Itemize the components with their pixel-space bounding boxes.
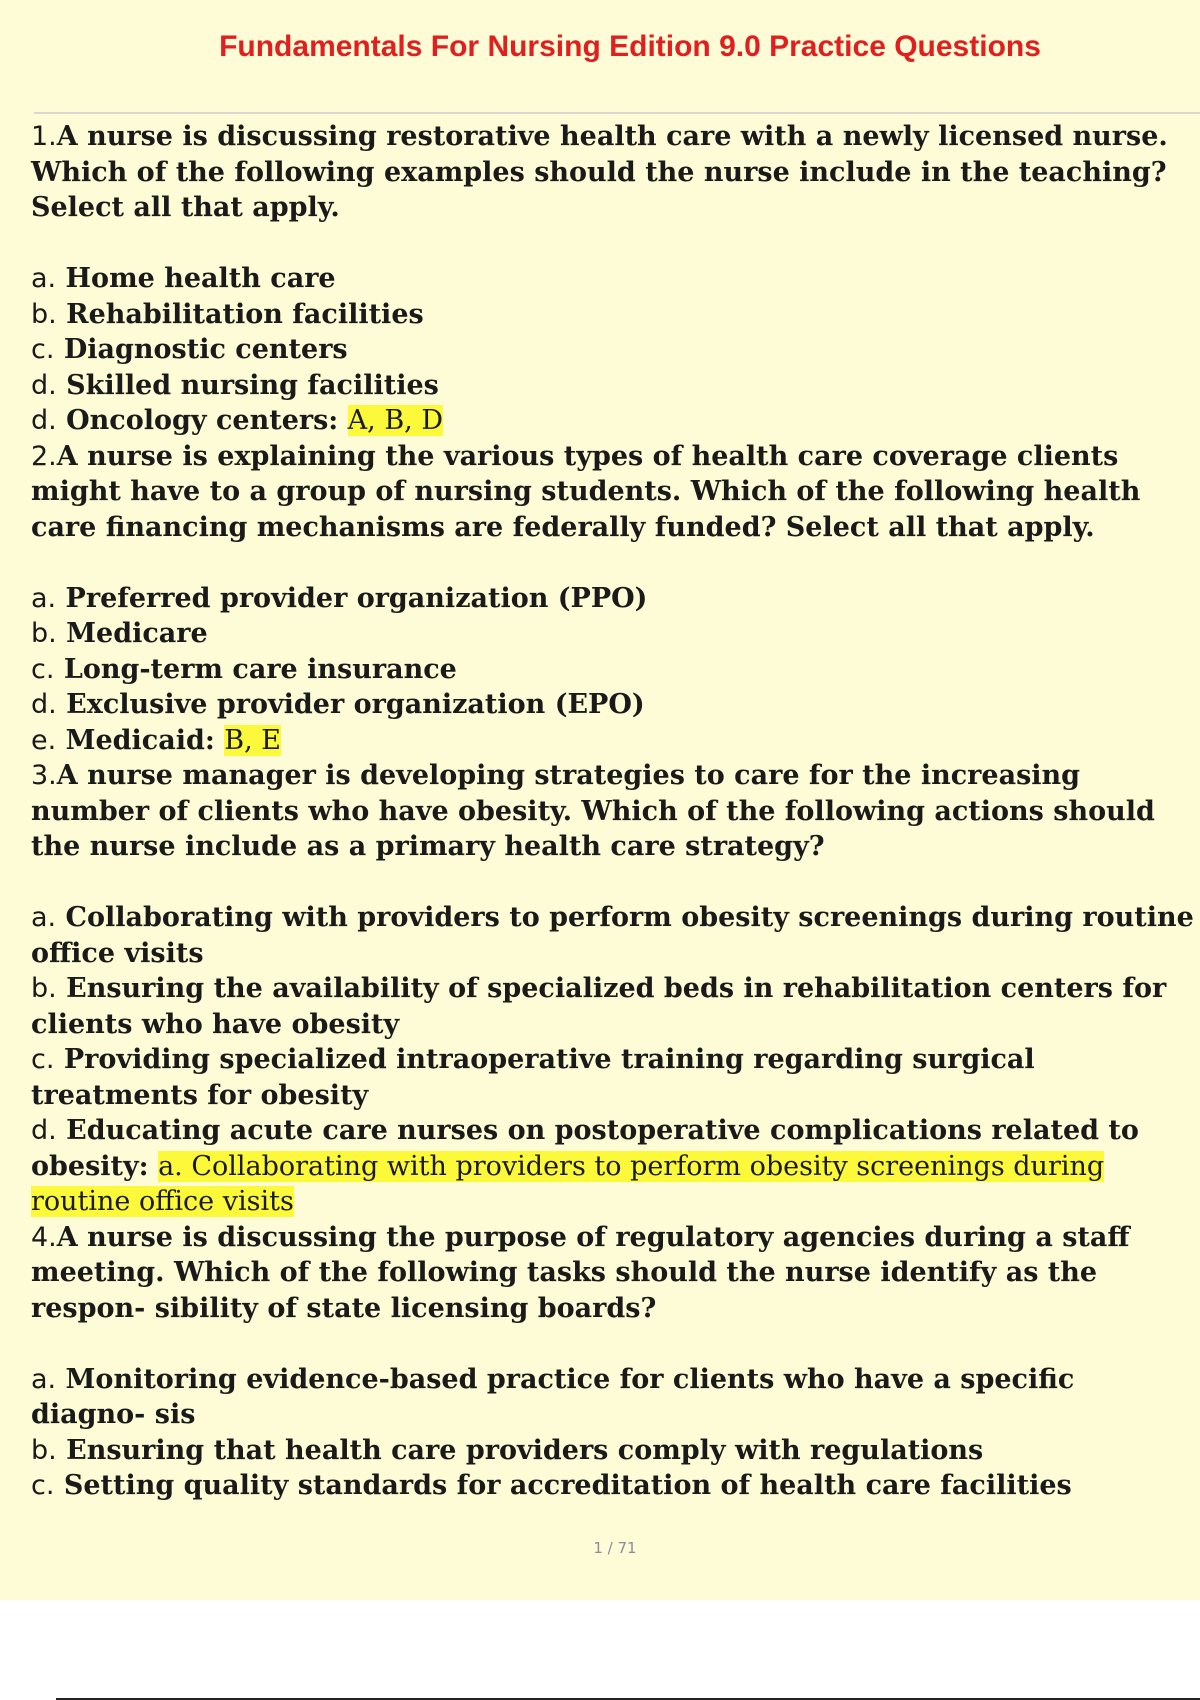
question-number: 3. — [31, 760, 57, 791]
option: a. Monitoring evidence-based practice for clients who have a specific diagno- sis — [31, 1363, 1075, 1430]
question-number: 4. — [31, 1221, 57, 1253]
option: e. Medicaid: B, E — [31, 724, 281, 756]
option: a. Collaborating with providers to perform obesity screenings during routine office visits — [31, 902, 1194, 969]
answer-highlight: a. Collaborating with providers to perform obesity screenings during routine office visits — [31, 1150, 1105, 1217]
question-1 — [31, 119, 1196, 226]
question-4 — [31, 1220, 1196, 1327]
option: b. Ensuring the availability of specialized beds in rehabilitation centers for clients who have obesity — [31, 973, 1167, 1040]
question-text: A nurse is discussing the purpose of regulatory agencies during a staff meeting. Which of the following tasks should the nurse identify as the respon- sibility of state licensing boards? — [31, 1221, 1130, 1324]
option: c. Diagnostic centers — [31, 334, 348, 365]
page-indicator: 1 / 71 — [593, 1539, 637, 1557]
option: d. Oncology centers: A, B, D — [31, 405, 443, 436]
option: b. Medicare — [31, 618, 208, 649]
answer-highlight: B, E — [224, 724, 281, 756]
option: c. Setting quality standards for accreditation of health care facilities — [31, 1470, 1072, 1501]
option: a. Preferred provider organization (PPO) — [31, 582, 648, 614]
question-number: 2. — [31, 440, 57, 472]
option: a. Home health care — [31, 263, 336, 294]
option: b. Ensuring that health care providers comply with regulations — [31, 1434, 984, 1466]
option: b. Rehabilitation facilities — [31, 298, 424, 330]
question-text: A nurse is explaining the various types of health care coverage clients might have to a group of nursing students. Which of the following health care financing mechanisms are federally funded? Select all that apply. — [31, 440, 1141, 543]
title-divider — [34, 112, 1200, 114]
option: c. Long-term care insurance — [31, 653, 457, 685]
answer-highlight: A, B, D — [347, 405, 443, 436]
question-3 — [31, 758, 1196, 865]
option: d. Skilled nursing facilities — [31, 369, 439, 401]
question-text: A nurse is discussing restorative health care with a newly licensed nurse. Which of the following examples should the nurse include in the teaching? Select all that apply. — [31, 121, 1168, 223]
question-2 — [31, 439, 1196, 546]
question-list — [31, 119, 1196, 1504]
option: c. Providing specialized intraoperative training regarding surgical treatments for obesity — [31, 1044, 1035, 1111]
option: d. Educating acute care nurses on postoperative complications related to obesity: a. Collaborating with providers to perform obesity screenings during routine office visits — [31, 1115, 1139, 1217]
question-number: 1. — [31, 121, 57, 152]
document-title: Fundamentals For Nursing Edition 9.0 Practice Questions — [219, 30, 1041, 63]
option: d. Exclusive provider organization (EPO) — [31, 689, 645, 720]
question-text: A nurse manager is developing strategies to care for the increasing number of clients who have obesity. Which of the following actions should the nurse include as a primary health care strategy? — [31, 760, 1155, 862]
